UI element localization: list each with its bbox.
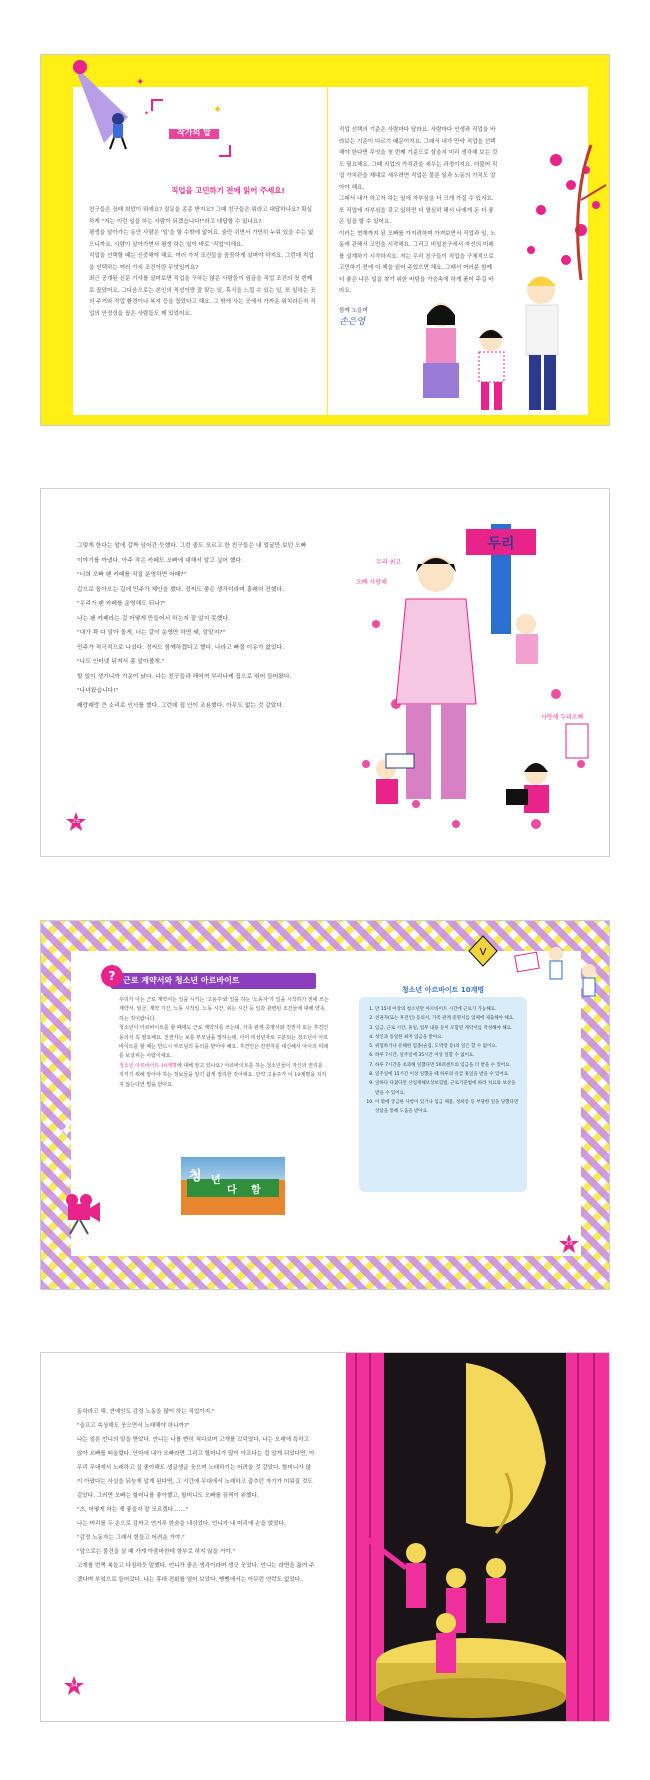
rule-item: 6. 하루 7시간, 일주일에 35시간 이상 일할 수 없어요. [375,1051,521,1060]
sign-char: 년 [211,1175,221,1186]
page-number: 26 [72,818,80,825]
spotlight-illustration [66,55,161,160]
rule-item: 8. 일주일에 15시간 이상 일했을 때 하루의 유급 휴일을 받을 수 있어요. [375,1070,521,1079]
dialogue-line: "너희 오빠 팬 카페를 직접 운영하면 어때?" [77,572,187,578]
family-illustration [381,140,610,425]
story-body [77,539,312,713]
camera-icon [56,1186,106,1236]
dialogue-line: "츠, 어떻게 하는 게 좋을지 잘 모르겠다……." [77,1507,189,1513]
picket-label: 두리 최고 [376,559,402,566]
spread-labor-contract [40,920,610,1290]
header-label: 작가의 말 [177,128,211,137]
rule-item: 4. 성인과 동일한 최저 임금을 받아요. [375,1033,521,1042]
dialogue-line: "내가 꽉 다 알아 돌게, 너는 같이 운영만 하면 돼, 알았지?" [77,630,226,636]
svg-text:✦: ✦ [144,110,150,117]
rules-box [359,986,527,1192]
picket-label: 사랑해 두리오빠 [541,714,584,721]
stage-illustration [346,1353,610,1722]
highlight-term-inline: 청소년 아르바이트 10계명 [119,1062,177,1069]
spread-authors-note [40,54,610,426]
signature: 손은영 [339,317,366,327]
page-number: 29 [565,1240,573,1247]
dialogue-line: "앞으로는 물건을 살 때 가게 아줌마한테 함부로 하지 않을 거야." [77,1549,236,1555]
paragraph: 우리가 아는 근로 계약서는 일을 시키는 '고용주'와 일을 하는 '노동자'가 일을 시작하기 전에 쓰는 계약서. 임금, 계약 기간, 노동 시작일, 노동 시간, 쉬는 시간 등 일과 관련된 조건들에 대해 약속하는 것이랍니다. [119,997,329,1022]
paragraph: 그렇게 한다는 말에 갑짝 넘어간 듯했다. 그런 줄도 모르고 한 친구들은 내 얼굴만 보던 오빠 이야기를 까냈다. 아주 작은 카페도 오빠에 대해서 알고 싶어 했다. [77,543,307,564]
sign-char: 다 [227,1185,237,1196]
paragraph: 그래서 내가 하고자 하는 일에 자부심을 더 크게 가질 수 있지요. 또 직업에 자부심을 갖고 일하면 더 열심히 해서 나에게 돈 더 좋은 일을 할 수 있어요. [339,196,494,225]
paragraph: 동하라고 해. 연예인도 감정 노동을 많이 하는 직업이지." [77,1409,215,1415]
paragraph: 이러는 현재까지 된 오빠를 가지려하며 가져보면서 직업과 일, 노동에 관해서 고민을 시작해요. 그리고 비밀친구에서 자신의 미래를 설계하기 시작하지요. 저는 우리 친구들이 직업을 구체적으로 고민하기 전에 이 책을 읽어 주었으면 해요. 그래서 여러분 함께 더 좋은 나은 일을 찾기 위한 바탕을 가슴속에 하게 품어 주길 바라요. [339,230,496,294]
paragraph: 청소년이 아르바이트를 할 때에도 근로 계약서를 쓰는데, 가족 관계 증명서와 친권자 또는 후견인 동의서 꼭 필요해요. 친권자는 보통 부모님을 말하는데, 이미 미성년자로 구분되는 청소년이 아르바이트를 할 때는 반드시 부모님의 동의를 받아야 해요. 후견인은 친권자를 대신해서 아이의 미래를 보살피는 사람이에요. [119,1025,329,1060]
info-bubble-icon: ? [101,965,123,987]
sign-char: 함 [251,1185,261,1196]
paragraph: 평생을 살아가는 동안 사람은 '일'을 할 수밖에 없어요. 숨만 쉬면서 가만히 누워 있을 수는 없으니까요. 사람이 살아가면서 평생 하는 일이 바로 '직업'이에요. [89,230,314,248]
dialogue-line: "감정 노동자는 그래서 힘들고 어려운 거야." [77,1535,185,1541]
spread-story-fan-cafe [40,488,610,857]
rule-item: 2. 친권자(또는 후견인) 동의서, 가족 관계 증명서를 업체에 제출해야 해요. [375,1014,521,1023]
fan-parade-illustration [336,504,606,849]
left-body [89,205,317,320]
rule-item: 7. 하루 7시간을 초과해 일했다면 50퍼센트의 임금을 더 받을 수 있어요. [375,1061,521,1070]
picket-label: 오빠 사랑해 [356,579,387,586]
paragraph: 청소년 아르바이트 10계명에 대해 알고 있나요? 아르바이트를 하는 청소년들이 자신의 권리를 지키기 위해 알아야 하는 정보들을 알기 쉽게 정리한 것이에요. 만약 고용주가 이 10계명을 지키지 않는다면 벌을 받아요. [119,1062,327,1088]
page-number-star [65,811,87,833]
paragraph: 직업 선택의 기준은 사람마다 달라요. 사람마다 인생과 직업을 바라보는 기준이 다르기 때문이지요. 그래서 내가 만약 직업을 선택해야 한다면 무엇을 첫 번째 기준으로 삼을지 미리 생각해 보는 것도 필요해요. 그때 직업의 가치관을 세우는 과정이지요. 더불어 직업 가치관을 제대로 세우려면 직업은 물론 일과 노동의 가치도 알아야 해요. [339,127,498,191]
dialogue-line: "나녀왔습니다!" [77,688,119,694]
rule-item: 5. 위험하거나 유해한 업종(술집, 도박장 등)의 일은 할 수 없어요. [375,1042,521,1051]
paragraph: 나는 머리를 두 손으로 감싸고 연거푸 한숨을 내쉬었다. 언니가 내 머리에 손을 얹었다. [77,1521,286,1527]
paragraph: 민주가 적극적으로 나섰다. 정씨도 함께하겠다고 했다. 나라고 빠질 이유가 없었다. [77,644,284,651]
paragraph: 갑으로 돌아오는 길에 민주가 제안을 했다. 정씨도 좋은 생각이라며 흥쾌히 잔했다. [77,586,284,593]
workers-illustration [461,926,610,1016]
subtitle: 직업을 고민하기 전에 읽어 주세요! [171,186,285,195]
paragraph: 나는 얼른 언니의 말을 받았다. 언니는 나를 빤히 쳐다보며 고개를 끄덕였다. 나는 오래에 특하고 앉아 오빠를 떠올렸다. 안마에 내가 오빠라면 그리고 할머니가 많이 아프다는 걸 알게 되었다면, 아무리 무대에서 노래하고 싶 좋아해도 생글생글 웃으며 노래하기는 어려울 것 같았다. 할머니가 많이 아팠다는 사실을 뒤늦게 알게 된다면, 그 시간에 무대에서 노래하고 춤추던 자기가 미워질 것도 같았다. 그러면 오빠는 할머니를 좋아했고, 할머니도 오빠를 끔찍이 위했다. [77,1437,315,1499]
svg-text:✦: ✦ [136,77,145,88]
dialogue-line: "우리가 팬 카페를 운영해도 되나?" [77,601,166,607]
paragraph: 쾌랑쾌랑 큰 소리로 인사를 했다. 그런데 집 안이 조용했다. 아무도 없는 것 같았다. [77,702,284,709]
paragraph: 고개를 번쩍 복들고 다짐하듯 말했다. 언니가 좋은 생각이라며 생긋 웃었다. 언니는 라면을 끓여 주겠다며 부엌으로 들어갔다. 나는 휴대 전화를 열어 보았다. 빵빵에서는 아무런 연락도 없었다. [77,1563,315,1583]
dialogue-line: "슬프고 속상해도 웃으면서 노래해야 하니까?" [77,1423,190,1429]
sparkle-icon: ✦ [213,103,223,116]
rules-box-title: 청소년 아르바이트 10계명 [401,986,485,994]
paragraph: 할 일이 생기니까 기운이 났다. 나는 친구들과 헤어져 부리나케 집으로 뛰어 들어왔다. [77,673,292,680]
paragraph: 최근 공개된 신문 기사를 살펴보면 직업을 구하는 많은 사람들이 임금을 직업 조건의 첫 번째로 꼽았어요. 그다음으로는 본인의 적성이랑 잘 맞는 일, 휴식을 느낄 수 있는 일, 또 일하는 곳의 주거와 작업 환경이나 복지 등을 꼽았다고 해요. 그 밖에 사는 곳에서 가까운 위치라든지 직업의 안정성을 꼽은 사람들도 꽤 있었어요. [89,276,316,317]
sign-char: 청 [189,1169,202,1184]
protest-photo [181,1157,285,1215]
sign-text: 두리 [487,536,515,552]
section-body [119,996,329,1090]
paragraph: 직업을 선택할 때는 신중해야 해요. 여러 가지 조건들을 꼼꼼하게 살펴야 하지요. 그런데 직업을 선택하는 여러 가지 조건이란 무엇일까요? [89,253,314,271]
page-number-star [558,1233,580,1255]
sparkle-icon: ✦ [59,1121,75,1142]
story-body [77,1405,315,1587]
rule-item: 1. 만 15세 이상의 청소년만 아르바이트 시간에 근로가 가능해요. [375,1005,521,1014]
paragraph: 나는 팬 카페라는 걸 어떻게 만들어서 하는지 잘 알지 못했다. [77,615,230,622]
paragraph: 친구들은 장래 희망이 뭐예요? 질문을 종종 받지요? 그때 친구들은 뭐라고 대답하나요? 확실하게 "저는 이런 일을 하는 사람이 되겠습니다!"라고 대답할 수 있나요? [89,207,313,225]
signature-label: 함께 노을며 [339,307,368,314]
rule-item: 9. 일하다 다쳤다면 산업재해보상보험법, 근로기준법에 따라 치료와 보상을 받을 수 있어요. [375,1079,521,1098]
svg-text:V: V [479,947,487,958]
page-number: 34 [70,1682,78,1689]
rule-item: 3. 임금, 근로 시간, 휴일, 업무 내용 등이 포함된 계약서를 작성해야 해요. [375,1024,521,1033]
title-banner [111,973,316,989]
section-title: 근로 계약서와 청소년 아르바이트 [123,976,240,985]
spread-story-emotional-labor [40,1352,610,1722]
header-frame [151,99,231,157]
rule-item: 10. 이 밖에 궁금한 사항이 있거나 임금 체불, 성희롱 등 부당한 일을 당했다면 상담을 통해 도움을 받아요. [375,1098,521,1117]
dialogue-line: "나도 인터넷 뒤져서 좀 알아볼게." [77,659,165,665]
page-number-star [63,1675,85,1697]
